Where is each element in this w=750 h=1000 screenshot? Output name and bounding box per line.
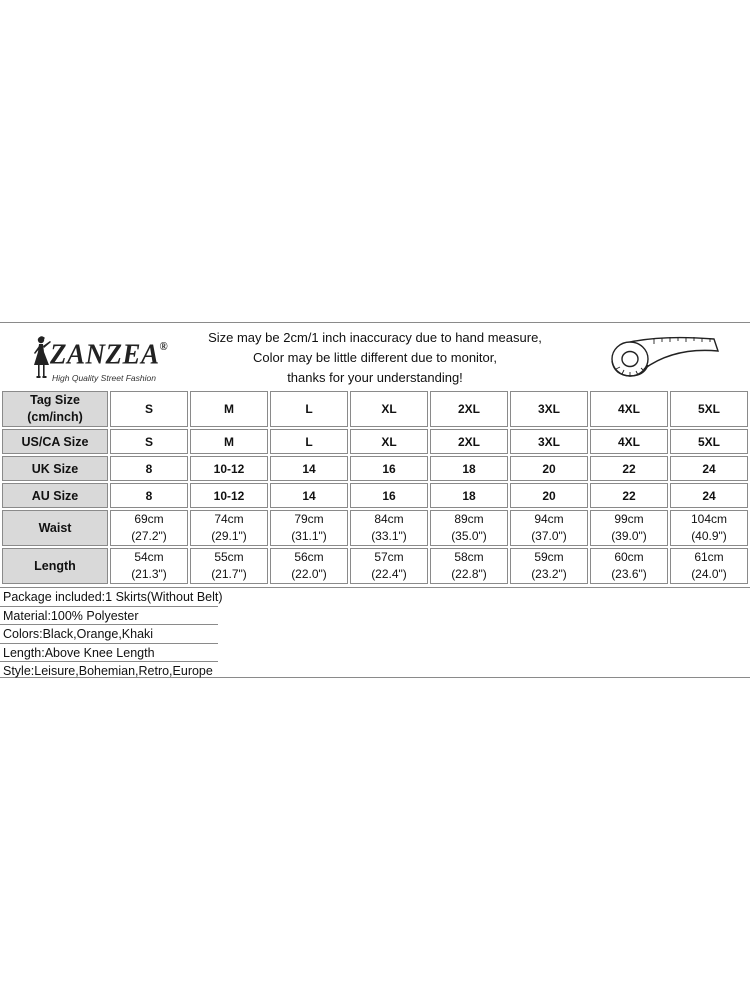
table-cell: 94cm (37.0") — [510, 510, 588, 546]
table-cell: 22 — [590, 456, 668, 481]
table-cell: 69cm (27.2") — [110, 510, 188, 546]
table-cell: M — [190, 429, 268, 454]
table-cell: 24 — [670, 483, 748, 508]
table-row-us-ca-size — [2, 429, 748, 454]
table-cell: 22 — [590, 483, 668, 508]
notice-line-3: thanks for your understanding! — [287, 370, 463, 385]
table-cell: 4XL — [590, 391, 668, 427]
brand-tagline: High Quality Street Fashion — [52, 373, 156, 383]
table-cell: 58cm (22.8") — [430, 548, 508, 584]
table-cell: XL — [350, 429, 428, 454]
size-chart-sheet — [0, 322, 750, 678]
table-cell: S — [110, 429, 188, 454]
notice-line-1: Size may be 2cm/1 inch inaccuracy due to hand measure, — [208, 330, 542, 345]
product-specs — [0, 587, 750, 681]
notice-line-2: Color may be little different due to monitor, — [253, 350, 497, 365]
table-row-waist — [2, 510, 748, 546]
spec-style: Style:Leisure,Bohemian,Retro,Europe — [3, 664, 213, 678]
table-cell: M — [190, 391, 268, 427]
table-cell: 3XL — [510, 429, 588, 454]
table-cell: 99cm (39.0") — [590, 510, 668, 546]
table-cell: 20 — [510, 483, 588, 508]
table-row-au-size — [2, 483, 748, 508]
table-cell: 10-12 — [190, 483, 268, 508]
measurement-notice — [190, 328, 560, 388]
spec-colors: Colors:Black,Orange,Khaki — [0, 625, 218, 644]
table-cell: 10-12 — [190, 456, 268, 481]
row-label-waist: Waist — [2, 510, 108, 546]
table-cell: 59cm (23.2") — [510, 548, 588, 584]
spec-material: Material:100% Polyester — [0, 607, 218, 626]
table-row-uk-size — [2, 456, 748, 481]
spec-package: Package included:1 Skirts(Without Belt) — [0, 588, 218, 607]
table-cell: 57cm (22.4") — [350, 548, 428, 584]
measuring-tape-icon — [604, 331, 722, 385]
table-cell: 74cm (29.1") — [190, 510, 268, 546]
table-cell: 5XL — [670, 391, 748, 427]
table-cell: 61cm (24.0") — [670, 548, 748, 584]
table-cell: 56cm (22.0") — [270, 548, 348, 584]
table-cell: 89cm (35.0") — [430, 510, 508, 546]
table-cell: 2XL — [430, 391, 508, 427]
table-row-tag-size — [2, 391, 748, 427]
row-label-tag-size: Tag Size (cm/inch) — [2, 391, 108, 427]
table-cell: L — [270, 429, 348, 454]
table-cell: 60cm (23.6") — [590, 548, 668, 584]
table-cell: 54cm (21.3") — [110, 548, 188, 584]
table-cell: 55cm (21.7") — [190, 548, 268, 584]
table-cell: 16 — [350, 483, 428, 508]
table-cell: 5XL — [670, 429, 748, 454]
table-cell: XL — [350, 391, 428, 427]
registered-mark: ® — [159, 340, 169, 353]
table-cell: 8 — [110, 456, 188, 481]
brand-logo — [28, 331, 188, 385]
table-row-length — [2, 548, 748, 584]
table-cell: 79cm (31.1") — [270, 510, 348, 546]
table-cell: 14 — [270, 483, 348, 508]
brand-name: ZANZEA® — [50, 338, 169, 370]
table-cell: 104cm (40.9") — [670, 510, 748, 546]
table-cell: 3XL — [510, 391, 588, 427]
table-cell: 2XL — [430, 429, 508, 454]
row-label-uk-size: UK Size — [2, 456, 108, 481]
table-cell: 18 — [430, 456, 508, 481]
table-cell: 84cm (33.1") — [350, 510, 428, 546]
table-cell: 16 — [350, 456, 428, 481]
row-label-us-ca-size: US/CA Size — [2, 429, 108, 454]
header — [0, 323, 750, 389]
table-cell: 24 — [670, 456, 748, 481]
row-label-length: Length — [2, 548, 108, 584]
table-cell: 20 — [510, 456, 588, 481]
size-table — [0, 389, 750, 586]
table-cell: S — [110, 391, 188, 427]
table-cell: 14 — [270, 456, 348, 481]
table-cell: 18 — [430, 483, 508, 508]
table-cell: 4XL — [590, 429, 668, 454]
table-cell: L — [270, 391, 348, 427]
spec-length: Length:Above Knee Length — [0, 644, 218, 663]
table-cell: 8 — [110, 483, 188, 508]
row-label-au-size: AU Size — [2, 483, 108, 508]
